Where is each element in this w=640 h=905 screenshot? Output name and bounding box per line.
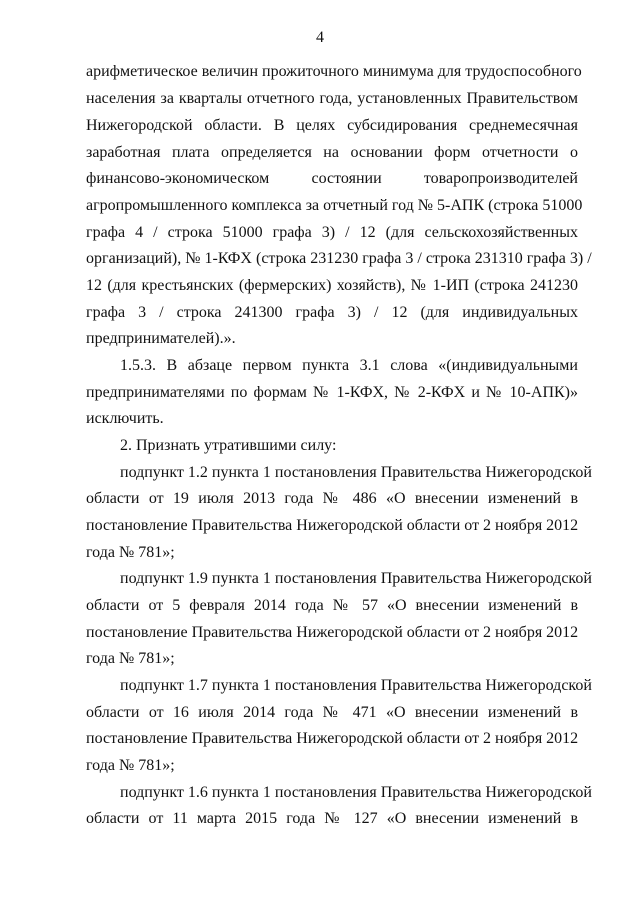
- text-line: области от 11 марта 2015 года № 127 «О внесении изменений в: [86, 810, 578, 827]
- page-number: 4: [316, 29, 324, 46]
- text-line: 12 (для крестьянских (фермерских) хозяйств), № 1-ИП (строка 241230: [86, 277, 578, 294]
- text-line: области от 19 июля 2013 года № 486 «О внесении изменений в: [86, 490, 578, 507]
- text-line: подпункт 1.2 пункта 1 постановления Правительства Нижегородской: [120, 464, 592, 481]
- text-line: заработная плата определяется на основании форм отчетности о: [86, 144, 578, 161]
- text-line: подпункт 1.6 пункта 1 постановления Правительства Нижегородской: [120, 784, 592, 801]
- text-line: года № 781»;: [86, 650, 175, 667]
- text-line: финансово-экономическом состоянии товаропроизводителей: [86, 170, 578, 187]
- text-line: Нижегородской области. В целях субсидирования среднемесячная: [86, 117, 578, 134]
- text-line: области от 5 февраля 2014 года № 57 «О внесении изменений в: [86, 597, 578, 614]
- text-line: года № 781»;: [86, 757, 175, 774]
- text-line: области от 16 июля 2014 года № 471 «О внесении изменений в: [86, 704, 578, 721]
- text-line: года № 781»;: [86, 544, 175, 561]
- text-line: арифметическое величин прожиточного минимума для трудоспособного: [86, 63, 582, 80]
- text-line: графа 4 / строка 51000 графа 3) / 12 (для сельскохозяйственных: [86, 224, 578, 241]
- text-line: подпункт 1.7 пункта 1 постановления Правительства Нижегородской: [120, 677, 592, 694]
- text-line: постановление Правительства Нижегородской области от 2 ноября 2012: [86, 624, 579, 641]
- text-line: 2. Признать утратившими силу:: [120, 437, 337, 454]
- text-line: 1.5.3. В абзаце первом пункта 3.1 слова «(индивидуальными: [120, 357, 578, 374]
- text-line: населения за кварталы отчетного года, установленных Правительством: [86, 90, 578, 107]
- text-line: графа 3 / строка 241300 графа 3) / 12 (для индивидуальных: [86, 304, 578, 321]
- text-line: исключить.: [86, 410, 164, 427]
- text-line: подпункт 1.9 пункта 1 постановления Правительства Нижегородской: [120, 570, 592, 587]
- text-line: постановление Правительства Нижегородской области от 2 ноября 2012: [86, 730, 579, 747]
- text-line: предпринимателями по формам № 1-КФХ, № 2-КФХ и № 10-АПК)»: [86, 384, 578, 401]
- text-line: организаций), № 1-КФХ (строка 231230 графа 3 / строка 231310 графа 3) /: [86, 250, 592, 267]
- text-line: агропромышленного комплекса за отчетный год № 5-АПК (строка 51000: [86, 197, 583, 214]
- text-line: предпринимателей).».: [86, 330, 236, 347]
- text-line: постановление Правительства Нижегородской области от 2 ноября 2012: [86, 517, 579, 534]
